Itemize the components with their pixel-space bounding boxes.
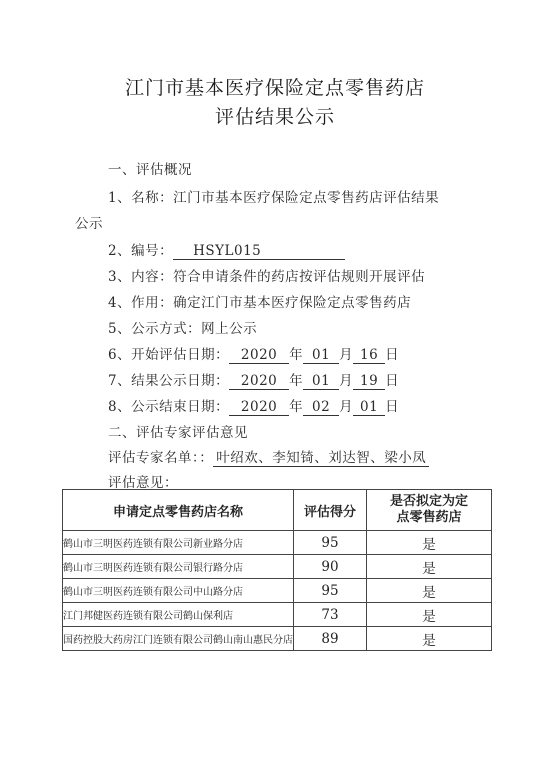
end-date-label: 8、公示结束日期： — [108, 399, 230, 415]
item-code — [108, 239, 345, 260]
item-method: 5、公示方式：网上公示 — [108, 321, 258, 337]
end-day-char: 日 — [385, 399, 400, 415]
publish-date-label: 7、结果公示日期： — [108, 373, 230, 389]
item-content: 3、内容：符合申请条件的药店按评估规则开展评估 — [108, 269, 426, 285]
store-result: 是 — [367, 627, 492, 651]
section-opinion-heading: 二、评估专家评估意见 — [108, 425, 248, 441]
item-code-value: HSYL015 — [173, 244, 345, 260]
store-score: 73 — [294, 603, 367, 627]
item-publish-date — [108, 369, 399, 390]
header-score: 评估得分 — [294, 490, 367, 531]
header-store-name: 申请定点零售药店名称 — [63, 490, 294, 531]
store-name: 鹤山市三明医药连锁有限公司银行路分店 — [63, 555, 294, 579]
experts-value: 叶绍欢、李知锜、刘达智、梁小凤 — [213, 451, 429, 467]
publish-year: 2020 — [229, 374, 289, 390]
table-row — [63, 555, 492, 579]
section-overview-heading: 一、评估概况 — [108, 162, 192, 178]
item-name-wrap: 公示 — [75, 216, 103, 232]
start-year-char: 年 — [289, 347, 304, 363]
store-name: 鹤山市三明医药连锁有限公司中山路分店 — [63, 579, 294, 603]
end-year-char: 年 — [289, 399, 304, 415]
publish-day: 19 — [353, 374, 385, 390]
item-end-date — [108, 395, 399, 416]
end-day: 01 — [353, 400, 385, 416]
item-purpose: 4、作用：确定江门市基本医疗保险定点零售药店 — [108, 295, 412, 311]
header-designated-line2: 点零售药店 — [396, 510, 462, 525]
start-day-char: 日 — [385, 347, 400, 363]
results-table — [62, 489, 492, 651]
store-score: 89 — [294, 627, 367, 651]
experts-line — [108, 446, 429, 467]
end-month-char: 月 — [339, 399, 354, 415]
start-day: 16 — [353, 348, 385, 364]
end-year: 2020 — [229, 400, 289, 416]
start-year: 2020 — [229, 348, 289, 364]
publish-day-char: 日 — [385, 373, 400, 389]
table-row — [63, 627, 492, 651]
store-score: 95 — [294, 531, 367, 555]
end-month: 02 — [303, 400, 339, 416]
store-name: 国药控股大药房江门连锁有限公司鹤山南山惠民分店 — [63, 627, 294, 651]
store-result: 是 — [367, 555, 492, 579]
start-date-label: 6、开始评估日期： — [108, 347, 230, 363]
store-result: 是 — [367, 531, 492, 555]
store-name: 江门邦健医药连锁有限公司鹤山保利店 — [63, 603, 294, 627]
experts-label: 评估专家名单：： — [108, 450, 214, 466]
item-code-label: 2、编号： — [108, 243, 174, 259]
store-score: 95 — [294, 579, 367, 603]
publish-year-char: 年 — [289, 373, 304, 389]
store-score: 90 — [294, 555, 367, 579]
item-start-date — [108, 343, 399, 364]
start-month: 01 — [303, 348, 339, 364]
document-title-line1: 江门市基本医疗保险定点零售药店 — [124, 77, 425, 99]
item-name — [108, 186, 439, 206]
store-result: 是 — [367, 579, 492, 603]
start-month-char: 月 — [339, 347, 354, 363]
table-row — [63, 603, 492, 627]
opinion-label: 评估意见： — [108, 475, 178, 491]
document-title-line2: 评估结果公示 — [214, 106, 335, 128]
header-designated-line1: 是否拟定为定 — [389, 494, 468, 509]
table-row — [63, 531, 492, 555]
item-name-text: 江门市基本医疗保险定点零售药店评估结果 — [173, 190, 440, 206]
publish-month-char: 月 — [339, 373, 354, 389]
table-header-row — [63, 490, 492, 531]
store-name: 鹤山市三明医药连锁有限公司新业路分店 — [63, 531, 294, 555]
header-designated — [367, 490, 492, 531]
store-result: 是 — [367, 603, 492, 627]
publish-month: 01 — [303, 374, 339, 390]
table-row — [63, 579, 492, 603]
item-name-label: 1、名称： — [108, 190, 174, 206]
